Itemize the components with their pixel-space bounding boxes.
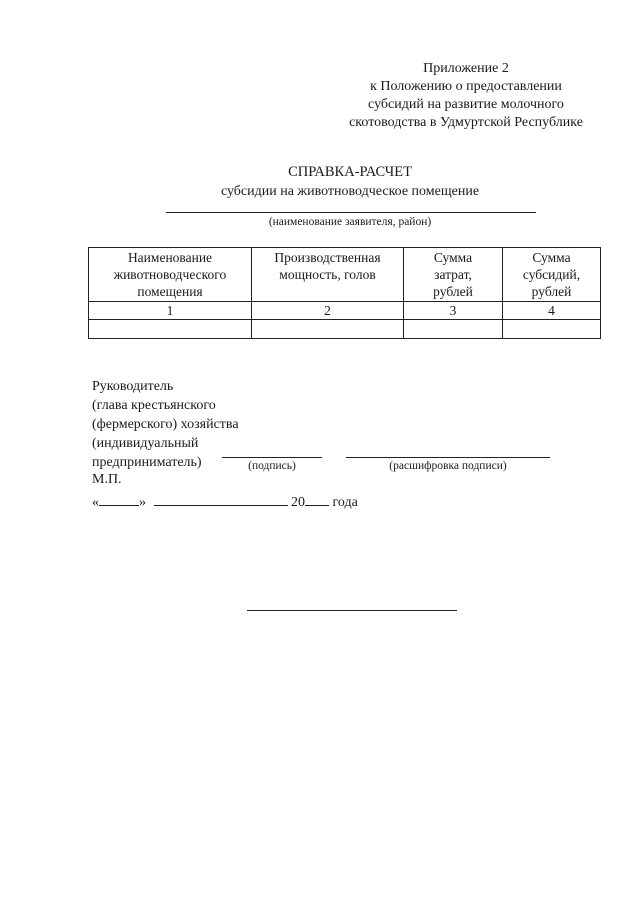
header-text: помещения — [137, 284, 203, 299]
signature-role-line: Руководитель — [92, 379, 174, 394]
signature-decode-line[interactable] — [346, 457, 550, 458]
date-day-field[interactable] — [99, 492, 139, 506]
table-cell-costs-input[interactable] — [404, 320, 503, 339]
date-year-field[interactable] — [305, 492, 329, 506]
header-text: мощность, голов — [279, 267, 376, 282]
document-subtitle: субсидии на животноводческое помещение — [220, 184, 480, 199]
header-text: Сумма — [532, 250, 571, 265]
header-text: затрат, — [434, 267, 472, 282]
appendix-line: субсидий на развитие молочного — [368, 97, 564, 112]
calculation-table — [88, 247, 601, 339]
column-number: 2 — [252, 302, 404, 320]
date-month-field[interactable] — [154, 492, 288, 506]
appendix-line: Приложение 2 — [423, 61, 509, 76]
header-cell-premises — [89, 248, 252, 302]
date-line — [92, 492, 358, 511]
header-text: субсидий, — [522, 267, 581, 282]
header-text: Производственная — [274, 250, 381, 265]
header-text: рублей — [433, 284, 473, 299]
table-header-row — [89, 248, 601, 302]
header-cell-subsidy — [503, 248, 601, 302]
table-cell-premises-input[interactable] — [89, 320, 252, 339]
column-number: 3 — [404, 302, 503, 320]
signature-role-line: (фермерского) хозяйства — [92, 417, 239, 432]
applicant-caption: (наименование заявителя, район) — [268, 216, 432, 228]
table-number-row — [89, 302, 601, 320]
header-cell-costs — [404, 248, 503, 302]
footer-line — [247, 610, 457, 611]
table-cell-capacity-input[interactable] — [252, 320, 404, 339]
signature-caption: (подпись) — [248, 460, 296, 472]
header-text: Наименование — [127, 250, 213, 265]
table-cell-subsidy-input[interactable] — [503, 320, 601, 339]
column-number: 1 — [89, 302, 252, 320]
date-open-quote: « — [92, 495, 99, 510]
header-cell-capacity — [252, 248, 404, 302]
signature-role-line: предприниматель) — [92, 455, 202, 470]
signature-role-line: (глава крестьянского — [92, 398, 216, 413]
document-title: СПРАВКА-РАСЧЕТ — [288, 164, 412, 180]
signature-line[interactable] — [222, 457, 322, 458]
column-number: 4 — [503, 302, 601, 320]
signature-decode-caption: (расшифровка подписи) — [389, 460, 507, 472]
date-close-quote: » — [139, 495, 146, 510]
signature-role-line: (индивидуальный — [92, 436, 199, 451]
date-year-suffix: года — [332, 495, 358, 510]
applicant-name-line — [166, 212, 536, 213]
stamp-label: М.П. — [92, 472, 122, 487]
appendix-line: скотоводства в Удмуртской Республике — [349, 115, 583, 130]
header-text: животноводческого — [113, 267, 227, 282]
signature-block — [92, 377, 239, 472]
appendix-line: к Положению о предоставлении — [370, 79, 562, 94]
header-text: Сумма — [433, 250, 473, 265]
table-row — [89, 320, 601, 339]
date-year-prefix: 20 — [291, 495, 305, 510]
header-text: рублей — [531, 284, 572, 299]
appendix-header — [326, 60, 606, 132]
